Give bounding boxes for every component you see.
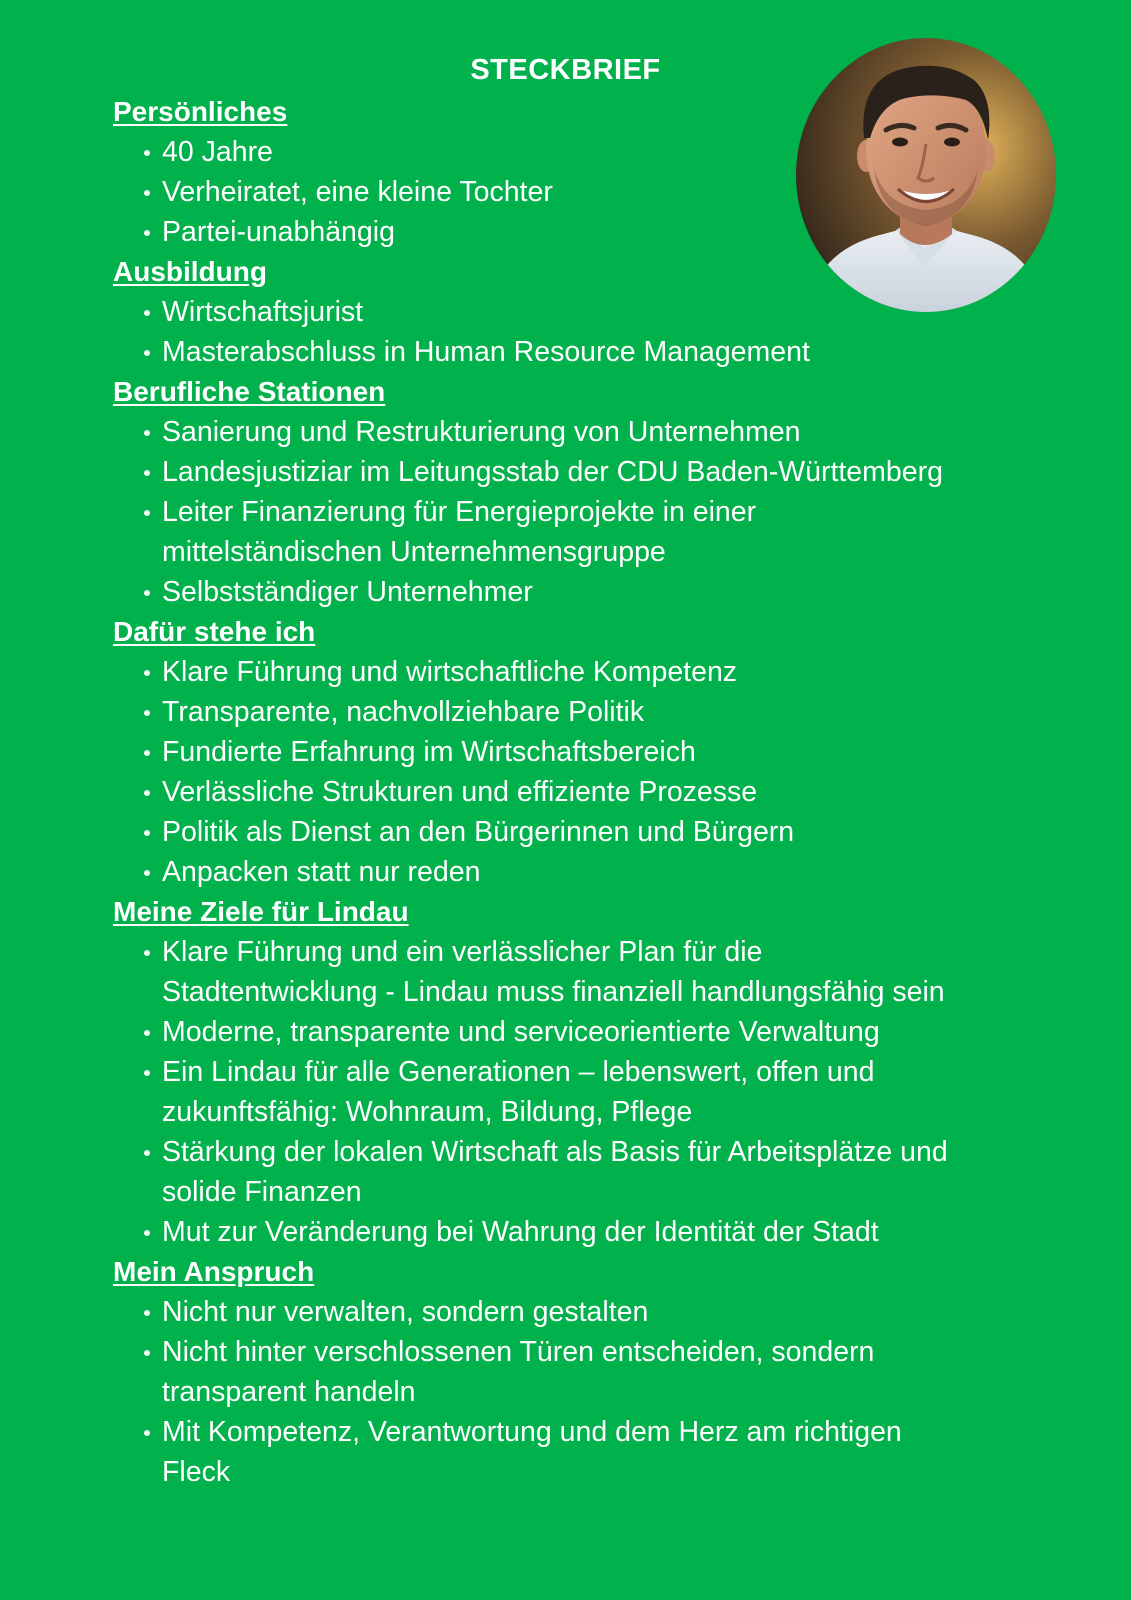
- list-item: Sanierung und Restrukturierung von Unternehmen: [113, 412, 1113, 452]
- list-item: Mut zur Veränderung bei Wahrung der Identität der Stadt: [113, 1212, 1113, 1252]
- list-item: [113, 1332, 1113, 1412]
- list-item: Politik als Dienst an den Bürgerinnen und Bürgern: [113, 812, 1113, 852]
- list-item: Klare Führung und wirtschaftliche Kompetenz: [113, 652, 1113, 692]
- list-item: Wirtschaftsjurist: [113, 292, 1113, 332]
- list-item-line: transparent handeln: [162, 1376, 416, 1408]
- list-item: Verheiratet, eine kleine Tochter: [113, 172, 1113, 212]
- list-item-line: Fleck: [162, 1456, 231, 1488]
- list-meine-ziele: [113, 932, 1113, 1252]
- list-item-line: zukunftsfähig: Wohnraum, Bildung, Pflege: [162, 1096, 693, 1128]
- list-item-line: Leiter Finanzierung für Energieprojekte in einer: [162, 496, 757, 528]
- list-mein-anspruch: [113, 1292, 1113, 1492]
- list-item: Transparente, nachvollziehbare Politik: [113, 692, 1113, 732]
- list-item: [113, 932, 1113, 1012]
- list-item-line: Mit Kompetenz, Verantwortung und dem Herz am richtigen: [162, 1416, 902, 1448]
- list-item: 40 Jahre: [113, 132, 1113, 172]
- section-heading-persoenliches: Persönliches: [113, 96, 288, 127]
- section-heading-mein-anspruch: Mein Anspruch: [113, 1256, 315, 1287]
- list-item-line: mittelständischen Unternehmensgruppe: [162, 536, 666, 568]
- list-item-line: Stadtentwicklung - Lindau muss finanziell handlungsfähig sein: [162, 976, 945, 1008]
- section-heading-dafuer-stehe-ich: Dafür stehe ich: [113, 616, 316, 647]
- list-item: Masterabschluss in Human Resource Management: [113, 332, 1113, 372]
- list-item-line: solide Finanzen: [162, 1176, 362, 1208]
- list-ausbildung: [113, 292, 1113, 372]
- list-item: Nicht nur verwalten, sondern gestalten: [113, 1292, 1113, 1332]
- section-heading-meine-ziele: Meine Ziele für Lindau: [113, 896, 409, 927]
- list-item-line: Klare Führung und ein verlässlicher Plan für die: [162, 936, 763, 968]
- list-berufliche-stationen: [113, 412, 1113, 612]
- list-item: Fundierte Erfahrung im Wirtschaftsbereich: [113, 732, 1113, 772]
- list-item: [113, 1132, 1113, 1212]
- list-dafuer-stehe-ich: [113, 652, 1113, 892]
- section-heading-ausbildung: Ausbildung: [113, 256, 267, 287]
- list-item: [113, 492, 1113, 572]
- list-item-line: Ein Lindau für alle Generationen – lebenswert, offen und: [162, 1056, 875, 1088]
- list-item: Moderne, transparente und serviceorientierte Verwaltung: [113, 1012, 1113, 1052]
- list-item: Selbstständiger Unternehmer: [113, 572, 1113, 612]
- list-item-line: Stärkung der lokalen Wirtschaft als Basis für Arbeitsplätze und: [162, 1136, 948, 1168]
- list-persoenliches: [113, 132, 1113, 252]
- section-heading-berufliche-stationen: Berufliche Stationen: [113, 376, 386, 407]
- profile-content: [113, 92, 1113, 1492]
- list-item: [113, 1412, 1113, 1492]
- list-item: Partei-unabhängig: [113, 212, 1113, 252]
- list-item: [113, 1052, 1113, 1132]
- list-item: Verlässliche Strukturen und effiziente Prozesse: [113, 772, 1113, 812]
- list-item: Anpacken statt nur reden: [113, 852, 1113, 892]
- page-title: STECKBRIEF: [470, 54, 661, 86]
- list-item-line: Nicht hinter verschlossenen Türen entscheiden, sondern: [162, 1336, 875, 1368]
- list-item: Landesjustiziar im Leitungsstab der CDU Baden-Württemberg: [113, 452, 1113, 492]
